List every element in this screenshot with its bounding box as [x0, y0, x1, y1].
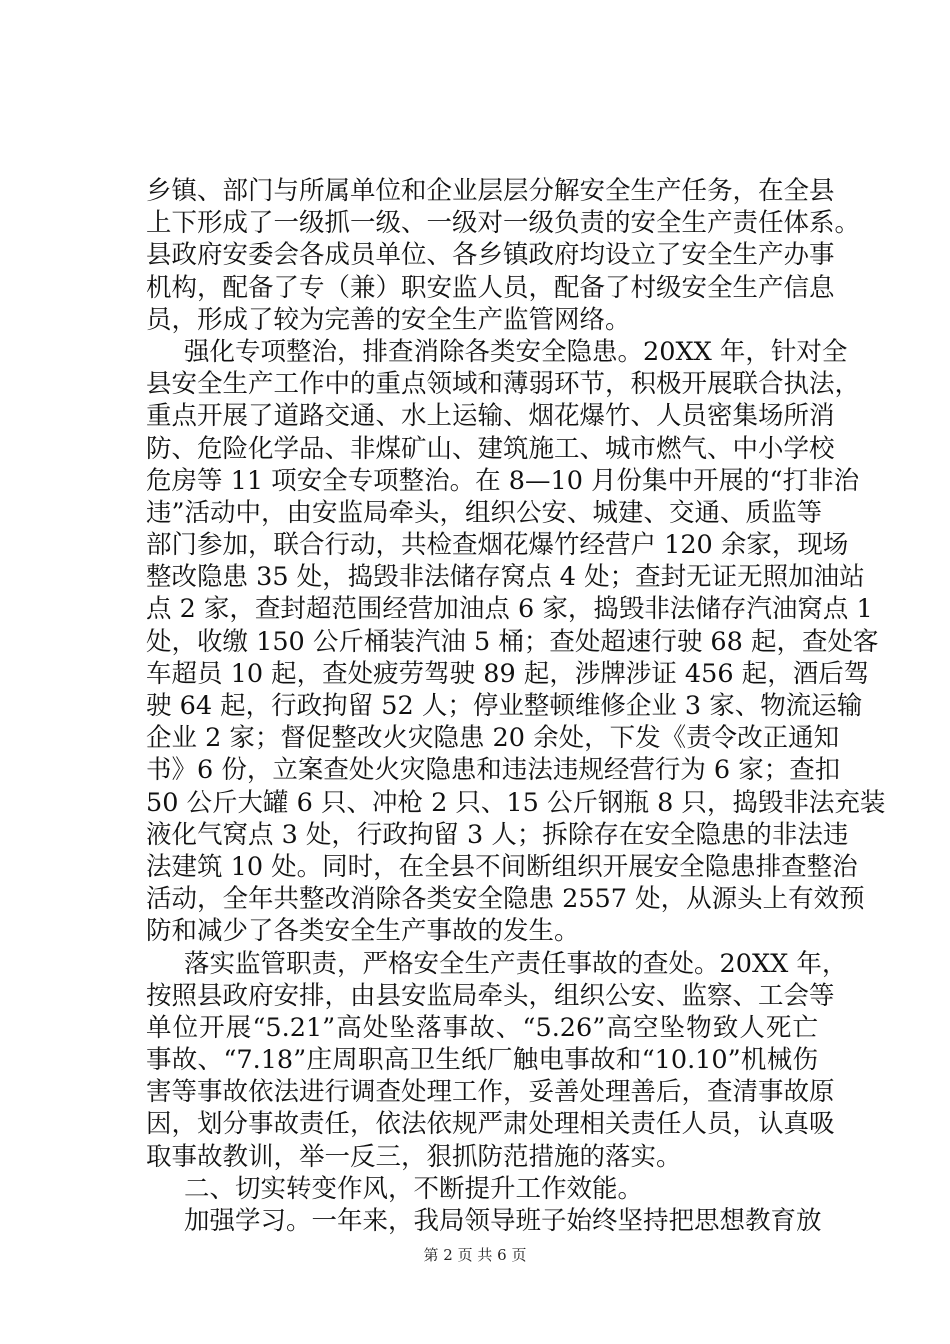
- text-line: 危房等 11 项安全专项整治。在 8—10 月份集中开展的“打非治: [146, 465, 860, 496]
- text-line: 因，划分事故责任，依法依规严肃处理相关责任人员，认真吸: [146, 1109, 835, 1140]
- text-line: 员，形成了较为完善的安全生产监管网络。: [146, 304, 631, 335]
- text-line: 重点开展了道路交通、水上运输、烟花爆竹、人员密集场所消: [146, 401, 835, 432]
- text-line: 县安全生产工作中的重点领域和薄弱环节，积极开展联合执法，: [146, 369, 861, 400]
- text-line: 乡镇、部门与所属单位和企业层层分解安全生产任务，在全县: [146, 176, 835, 206]
- text-line: 加强学习。一年来，我局领导班子始终坚持把思想教育放: [184, 1206, 822, 1236]
- text-line: 按照县政府安排，由县安监局牵头，组织公安、监察、工会等: [146, 980, 835, 1011]
- text-line: 违”活动中，由安监局牵头，组织公安、城建、交通、质监等: [146, 497, 823, 528]
- text-line: 二、切实转变作风，不断提升工作效能。: [184, 1173, 644, 1204]
- text-line: 企业 2 家；督促整改火灾隐患 20 余处，下发《责令改正通知: [146, 723, 840, 754]
- text-line: 机构，配备了专（兼）职安监人员，配备了村级安全生产信息: [146, 272, 835, 303]
- text-line: 取事故教训，举一反三，狠抓防范措施的落实。: [146, 1141, 682, 1172]
- text-line: 液化气窝点 3 处，行政拘留 3 人；拆除存在安全隐患的非法违: [146, 819, 849, 850]
- text-line: 书》6 份，立案查处火灾隐患和违法违规经营行为 6 家；查扣: [146, 755, 841, 786]
- text-line: 驶 64 起，行政拘留 52 人；停业整顿维修企业 3 家、物流运输: [146, 691, 863, 721]
- text-line: 点 2 家，查封超范围经营加油点 6 家，捣毁非法储存汽油窝点 1: [146, 594, 873, 625]
- text-line: 车超员 10 起，查处疲劳驾驶 89 起，涉牌涉证 456 起，酒后驾: [146, 658, 870, 689]
- text-line: 单位开展“5.21”高处坠落事故、“5.26”高空坠物致人死亡: [146, 1012, 818, 1043]
- text-line: 县政府安委会各成员单位、各乡镇政府均设立了安全生产办事: [146, 240, 835, 271]
- text-line: 上下形成了一级抓一级、一级对一级负责的安全生产责任体系。: [146, 208, 861, 239]
- text-line: 事故、“7.18”庄周职高卫生纸厂触电事故和“10.10”机械伤: [146, 1045, 818, 1076]
- text-line: 落实监管职责，严格安全生产责任事故的查处。20XX 年，: [184, 948, 848, 979]
- text-line: 强化专项整治，排查消除各类安全隐患。20XX 年，针对全: [184, 336, 848, 367]
- text-line: 整改隐患 35 处，捣毁非法储存窝点 4 处；查封无证无照加油站: [146, 562, 865, 593]
- text-line: 防和减少了各类安全生产事故的发生。: [146, 916, 580, 947]
- text-line: 活动，全年共整改消除各类安全隐患 2557 处，从源头上有效预: [146, 884, 865, 915]
- text-line: 防、危险化学品、非煤矿山、建筑施工、城市燃气、中小学校: [146, 433, 835, 464]
- text-line: 50 公斤大罐 6 只、冲枪 2 只、15 公斤钢瓶 8 只，捣毁非法充装: [146, 787, 886, 818]
- page-footer: 第 2 页 共 6 页: [423, 1246, 527, 1264]
- document-body: [146, 175, 886, 1237]
- text-line: 法建筑 10 处。同时，在全县不间断组织开展安全隐患排查整治: [146, 851, 858, 882]
- text-line: 害等事故依法进行调查处理工作，妥善处理善后，查清事故原: [146, 1077, 835, 1108]
- text-line: 处，收缴 150 公斤桶装汽油 5 桶；查处超速行驶 68 起，查处客: [146, 626, 879, 657]
- text-line: 部门参加，联合行动，共检查烟花爆竹经营户 120 余家，现场: [146, 530, 849, 561]
